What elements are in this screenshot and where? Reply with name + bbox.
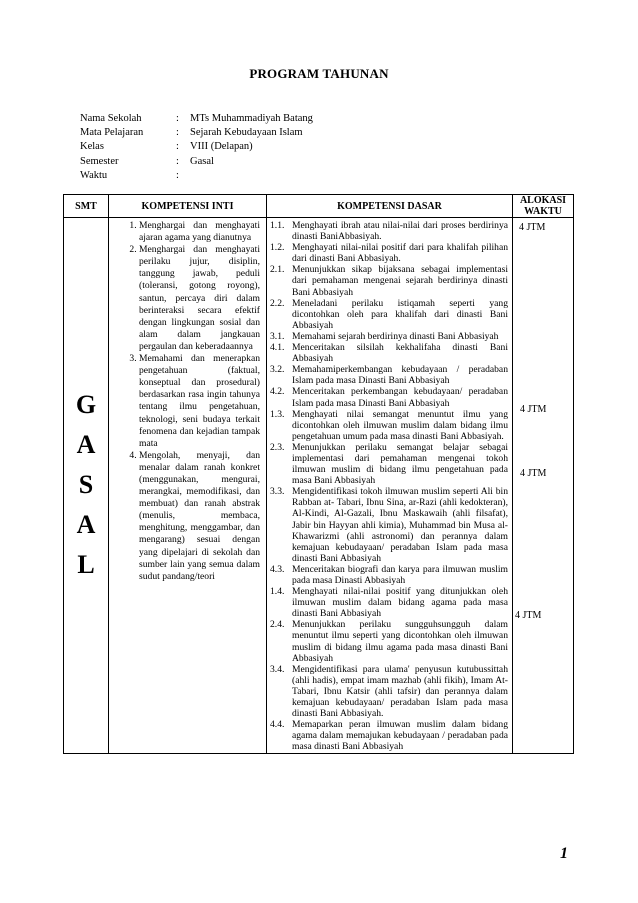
info-row: Nama Sekolah : MTs Muhammadiyah Batang: [80, 113, 313, 124]
kd-item: [270, 242, 508, 264]
semester-letter: A: [76, 510, 96, 540]
kd-text: Memahami sejarah berdirinya dinasti Bani Abbasiyah: [292, 330, 499, 342]
semester-letter: S: [78, 470, 94, 500]
kd-text: Mengidentifikasi para ulama' penyusun kutubussittah (ahli hadis), empat imam mazhab (ahli fikih), Imam At-Tabari, Ibnu Katsir (ahli tafsir) dan perannya dalam kemajuan kebudayaan/ peradaban Islam pada masa dinasti Bani Abbasiyah.: [292, 663, 508, 720]
kd-text: Menghayati nilai-nilai positif yang ditunjukkan oleh ilmuwan muslim dalam bidang agama pada masa dinasti Bani Abbasiyah: [292, 586, 508, 620]
kd-item: [270, 342, 508, 364]
kd-number: 4.2.: [270, 386, 285, 398]
table-header-row: [64, 195, 574, 218]
semester-letter: A: [76, 430, 96, 460]
kd-item: [270, 364, 508, 386]
alokasi-value: 4 JTM: [519, 222, 546, 233]
info-row: Semester : Gasal: [80, 155, 214, 167]
program-table: [63, 194, 574, 754]
kd-text: Menceritakan perkembangan kebudayaan/ peradaban Islam pada masa Dinasti Bani Abbasiyah: [292, 386, 508, 409]
alokasi-value: 4 JTM: [515, 610, 542, 621]
info-row: Waktu :: [80, 169, 179, 181]
alokasi-value: 4 JTM: [520, 468, 547, 479]
semester-cell: [64, 218, 109, 754]
kd-number: 1.4.: [270, 586, 285, 598]
kd-text: Menghayati ibrah atau nilai-nilai dari proses berdirinya dinasti BaniAbbasiyah.: [292, 220, 508, 243]
kd-item: [270, 719, 508, 752]
header-smt: SMT: [64, 195, 109, 218]
semester-letter: G: [75, 390, 97, 420]
info-block: [80, 112, 313, 183]
kd-number: 3.1.: [270, 330, 285, 342]
kd-number: 2.4.: [270, 619, 285, 631]
kd-number: 2.3.: [270, 441, 285, 453]
kd-item: [270, 298, 508, 331]
kd-item: [270, 409, 508, 442]
kd-number: 2.1.: [270, 264, 285, 276]
kd-item: [270, 442, 508, 486]
kd-number: 4.3.: [270, 563, 285, 575]
kd-text: Menunjukkan perilaku semangat belajar sebagai implementasi dari pemahaman mengenai tokoh ilmuwan muslim di bidang ilmu pengetahuan pada masa Bani Abbasiyah: [292, 441, 508, 487]
kd-text: Memaparkan peran ilmuwan muslim dalam bidang agama dalam memajukan kebudayaan / peradaban pada masa dinasti Bani Abbasiyah: [292, 719, 508, 753]
kd-text: Menceritakan biografi dan karya para ilmuwan muslim pada masa Dinasti Abbasiyah: [292, 563, 508, 586]
table-row: [64, 218, 574, 754]
kd-number: 4.1.: [270, 342, 285, 354]
list-item: 4. Mengolah, menyaji, dan menalar dalam ranah konkret (menggunakan, mengurai, merangkai, memodifikasi, dan membuat) dan ranah abstrak (menulis, membaca, menghitung, menggambar, dan mengarang) sesuai dengan yang dipelajari di sekolah dan sumber lain yang semua dalam sudut pandang/teori: [139, 450, 260, 583]
kompetensi-inti-cell: [109, 218, 267, 754]
header-ki: KOMPETENSI INTI: [109, 195, 267, 218]
kd-number: 1.2.: [270, 242, 285, 254]
kd-item: [270, 586, 508, 619]
kd-text: Menceritakan silsilah kekhalifaha dinasti Bani Abbasiyah: [292, 342, 508, 365]
kd-text: Menunjukkan sikap bijaksana sebagai implementasi dari pemahaman mengenai sejarah berdirinya dinasti Bani Abbasiyah: [292, 264, 508, 298]
info-row: Mata Pelajaran : Sejarah Kebudayaan Islam: [80, 127, 303, 139]
kd-item: [270, 564, 508, 586]
kd-text: Memahamiperkembangan kebudayaan / peradaban Islam pada masa Dinasti Bani Abbasiyah: [292, 364, 508, 387]
list-item: 1. Menghargai dan menghayati ajaran agama yang dianutnya: [139, 220, 260, 244]
kd-number: 3.3.: [270, 486, 285, 498]
kd-item: [270, 664, 508, 719]
kd-item: [270, 486, 508, 564]
info-row: Kelas : VIII (Delapan): [80, 141, 253, 153]
kd-number: 3.4.: [270, 663, 285, 675]
page-title: PROGRAM TAHUNAN: [249, 66, 389, 81]
kd-item: [270, 386, 508, 408]
kd-number: 4.4.: [270, 719, 285, 731]
kd-item: [270, 331, 508, 342]
header-alokasi: ALOKASI WAKTU: [513, 195, 574, 218]
semester-letter: L: [77, 550, 95, 580]
kompetensi-dasar-cell: [267, 218, 513, 754]
kd-text: Mengidentifikasi tokoh ilmuwan muslim seperti Ali bin Rabban at- Tabari, Ibnu Sina, ar-Razi (ahli kedokteran), Al-Kindi, Al-Gazali, Ibnu Maskawaih (ahli filsafat), Jabir bin Hayyan ahli kimia), Muhammad bin Musa al- Khawarizmi (ahli astronomi) dan perannya dalam kemajuan kebudayaan/ peradaban Islam pada masa dinasti Bani Abbasiyah: [292, 486, 508, 564]
kd-number: 1.1.: [270, 220, 285, 231]
list-item: 2. Menghargai dan menghayati perilaku jujur, disiplin, tanggung jawab, peduli (toleransi, gotong royong), santun, percaya diri dalam berinteraksi secara efektif dengan lingkungan sosial dan alam dalam jangkauan pergaulan dan keberadaannya: [139, 244, 260, 353]
page-number: 1: [560, 845, 568, 862]
list-item: 3. Memahami dan menerapkan pengetahuan (faktual, konseptual dan prosedural) berdasarkan rasa ingin tahunya tentang ilmu pengetahuan, teknologi, seni budaya terkait fenomena dan kejadian tampak mata: [139, 353, 260, 450]
kd-number: 1.3.: [270, 408, 285, 420]
alokasi-value: 4 JTM: [520, 404, 547, 415]
kd-number: 3.2.: [270, 364, 285, 376]
kd-item: [270, 619, 508, 663]
header-kd: KOMPETENSI DASAR: [267, 195, 513, 218]
kd-item: [270, 220, 508, 242]
kd-text: Menunjukkan perilaku sungguhsungguh dalam menuntut ilmu seperti yang dicontohkan oleh ilmuwan muslim di bidang ilmu agama pada masa dinasti Bani Abbasiyah: [292, 619, 508, 664]
kd-number: 2.2.: [270, 297, 285, 309]
kd-text: Meneladani perilaku istiqamah seperti yang dicontohkan oleh para khalifah dari dinasti Bani Abbasiyah: [292, 297, 508, 331]
kd-text: Menghayati nilai semangat menuntut ilmu yang dicontohkan oleh ilmuwan muslim dalam bidang ilmu pengetahuan umum pada masa dinasti Bani Abbasiyah.: [292, 408, 508, 442]
kd-text: Menghayati nilai-nilai positif dari para khalifah pilihan dari dinasti Bani Abbasiyah.: [292, 242, 508, 265]
alokasi-cell: [513, 218, 574, 754]
kd-item: [270, 264, 508, 297]
